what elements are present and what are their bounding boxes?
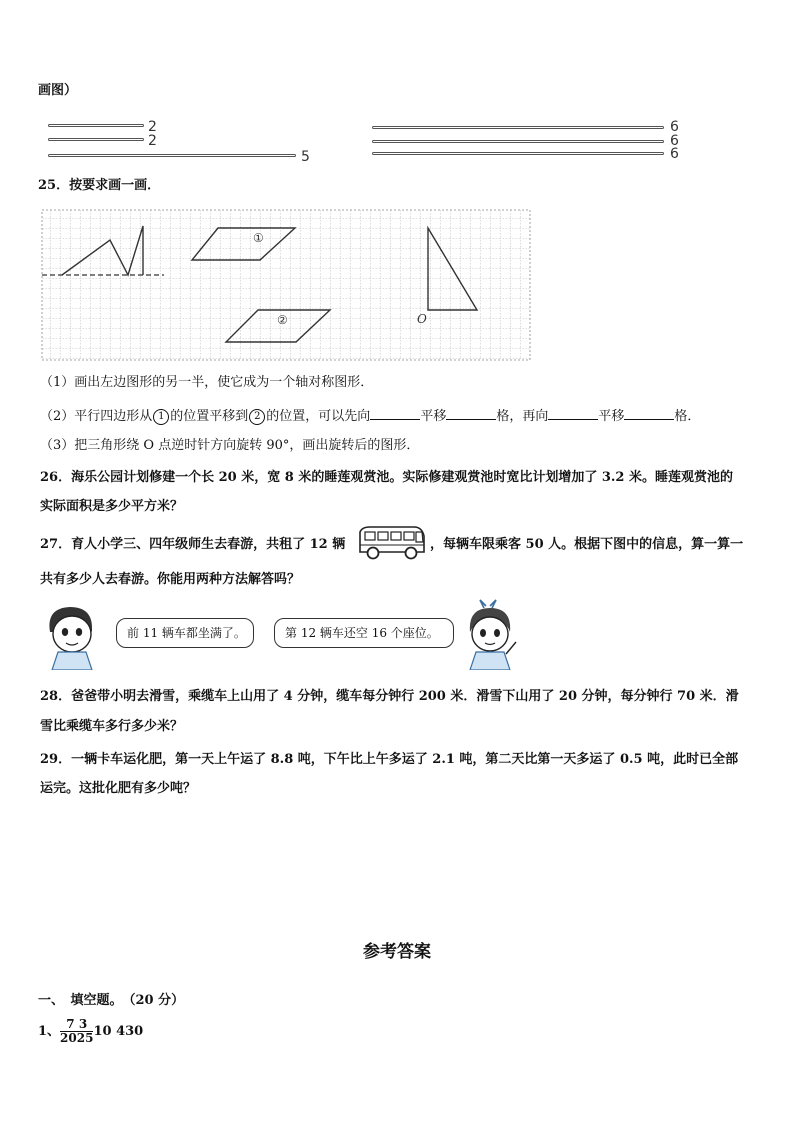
girl-illustration xyxy=(462,598,522,670)
question-26-line-1: 26．海乐公园计划修建一个长 20 米，宽 8 米的睡莲观赏池。实际修建观赏池时宽比计划增加了 3.2 米。睡莲观赏池的 xyxy=(40,470,733,485)
circled-2-icon: 2 xyxy=(249,409,265,425)
part-2-text: 的位置平移到 xyxy=(170,409,249,424)
circled-1-icon: 1 xyxy=(153,409,169,425)
answer-blank-steps-1[interactable] xyxy=(446,405,496,420)
part-2-text: （2）平行四边形从 xyxy=(40,409,153,424)
question-28-line-1: 28．爸爸带小明去滑雪，乘缆车上山用了 4 分钟，缆车每分钟行 200 米．滑雪下山用了 20 分钟，每分钟行 70 米．滑 xyxy=(40,689,739,704)
previous-question-fragment: 画图） xyxy=(38,83,78,98)
answer-blank-direction-2[interactable] xyxy=(548,405,598,420)
answer-blank-steps-2[interactable] xyxy=(624,405,674,420)
fraction-denominator: 2025 xyxy=(60,1031,94,1045)
bus-icon xyxy=(356,524,428,562)
stick-length-label: 5 xyxy=(301,149,310,165)
stick xyxy=(372,126,664,129)
question-29-line-1: 29．一辆卡车运化肥，第一天上午运了 8.8 吨，下午比上午多运了 2.1 吨，第二天比第一天多运了 0.5 吨，此时已全部 xyxy=(40,752,739,767)
answer-1-fraction xyxy=(60,1018,93,1045)
part-2-text: 平移 xyxy=(598,409,625,424)
question-29-line-2: 运完。这批化肥有多少吨？ xyxy=(40,781,197,796)
speech-bubble-girl: 第 12 辆车还空 16 个座位。 xyxy=(274,618,454,648)
stick-illustration xyxy=(0,118,794,168)
grid-figure xyxy=(40,208,532,362)
answer-section-heading: 一、 填空题。 （20 分） xyxy=(38,993,185,1008)
stick xyxy=(372,152,664,155)
stick-length-label: 6 xyxy=(670,133,679,149)
question-27-line-1b: ，每辆车限乘客 50 人。根据下图中的信息，算一算一 xyxy=(430,537,744,552)
part-2-text: 平移 xyxy=(420,409,447,424)
question-25-part-2 xyxy=(40,405,700,426)
answer-blank-direction-1[interactable] xyxy=(370,405,420,420)
question-28-line-2: 雪比乘缆车多行多少米？ xyxy=(40,719,184,734)
fraction-numerator: 7 3 xyxy=(60,1018,93,1032)
stick-length-label: 6 xyxy=(670,146,679,162)
answer-1-values: 10 430 xyxy=(93,1024,144,1039)
question-25-title: 25．按要求画一画． xyxy=(38,178,161,193)
part-2-text: 格． xyxy=(674,409,701,424)
parallelogram-2-label: ② xyxy=(277,313,288,327)
speech-bubble-boy: 前 11 辆车都坐满了。 xyxy=(116,618,254,648)
part-2-text: 的位置，可以先向 xyxy=(266,409,371,424)
answer-1 xyxy=(38,1017,143,1047)
question-27-line-1a: 27．育人小学三、四年级师生去春游，共租了 12 辆 xyxy=(40,537,346,552)
part-2-text: 格，再向 xyxy=(496,409,549,424)
stick xyxy=(48,124,144,127)
question-27-line-2: 共有多少人去春游。你能用两种方法解答吗？ xyxy=(40,572,301,587)
answer-1-prefix: 1、 xyxy=(38,1024,61,1039)
answer-key-heading: 参考答案 xyxy=(363,942,431,962)
stick-length-label: 2 xyxy=(148,119,157,135)
parallelogram-1-label: ① xyxy=(253,231,264,245)
stick-length-label: 6 xyxy=(670,119,679,135)
point-o-label: O xyxy=(417,312,427,326)
stick-length-label: 2 xyxy=(148,133,157,149)
stick xyxy=(372,140,664,143)
grid-paper xyxy=(42,210,530,360)
stick xyxy=(48,138,144,141)
boy-illustration xyxy=(40,602,108,670)
question-25-part-1: （1）画出左边图形的另一半，使它成为一个轴对称图形． xyxy=(40,375,374,390)
question-25-part-3: （3）把三角形绕 O 点逆时针方向旋转 90°，画出旋转后的图形． xyxy=(40,438,420,453)
question-26-line-2: 实际面积是多少平方米？ xyxy=(40,499,184,514)
stick xyxy=(48,154,296,157)
